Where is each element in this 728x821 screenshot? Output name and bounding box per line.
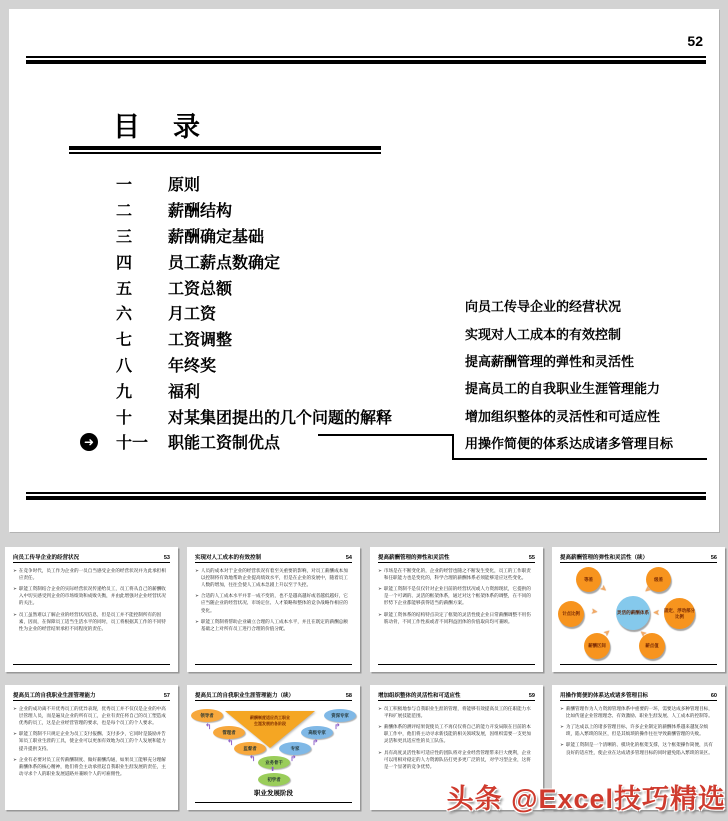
toc-item-label: 原则 [168,177,201,195]
toc-item-label: 薪酬确定基础 [168,228,265,246]
toc-item [116,248,456,274]
header-divider [26,56,706,64]
thumb-bullet: ➢ 职能工资制是一个清晰的、模块化的框架支撑，这个框架操作简便，具有良好的适应性，使企业在达成诸多管理目标的同时避免陷入繁琐的误区。 [560,742,713,755]
up-arrow-icon: ⬆ [270,767,276,773]
triangle-bullet-icon: ➢ [378,611,382,617]
thumb-title-rule [560,562,717,563]
toc-item-number: 一 [116,177,133,195]
triangle-bullet-icon: ➢ [13,568,17,573]
slide-thumbnail-54 [187,547,360,672]
thumb-title-rule [378,700,535,701]
thumb-footer-rule [378,664,535,665]
diagram-node: 固定、浮动部分比例 [664,598,695,629]
thumb-bullet: ➢ 薪酬体系的测评结果促使员工不再仅仅将自己的能力开发局限在目前的本职工作中，他们将主动寻求新技能的相关领域发展，因组织需要一支更加灵活和更具适应性的员工队伍。 [378,724,531,744]
title-underline [69,146,381,154]
thumb-bullet: ➢ 为了达成以上的诸多管理目标，许多企业制定的薪酬体系越来越复杂烦琐，陷入繁琐的误区，但是其烦琐的操作往往导致薪酬管理的失败。 [560,724,709,737]
arrow-icon: ➤ [642,583,654,595]
slide-thumbnail-56 [552,547,725,672]
arrow-icon: ➤ [601,627,613,639]
toc-item-label: 薪酬结构 [168,203,233,221]
toc-item-number: 八 [116,357,133,375]
toc-item-label: 员工薪点数确定 [168,254,281,272]
thumb-footer-rule [195,802,352,803]
thumb-page-number: 57 [163,693,170,699]
triangle-caption: 薪酬制度适应员工职业 生涯发展的各阶段 [250,715,290,726]
thumb-bullet: ➢ 市场是在不断变化的，企业的经营也随之不断发生变化，员工的工作职责和任职能力也是变化的，科学合理的薪酬体系必须能够适应这些变化。 [378,568,531,581]
curve-arrow-icon: ↱ [312,738,319,747]
career-node: 业务骨干 [258,756,290,769]
thumb-title-rule [378,562,535,563]
main-slide [9,9,719,532]
slide-page-number: 52 [687,33,703,49]
arrow-icon: ➤ [590,606,599,617]
thumb-bullet: ➢ 具有高度灵活性和可适应性的团队将对企业经营管理带来巨大便利，企业可以用相对稳定的人力资源队伍打更多更广泛的仗，对学习型企业，这将是一个显著的竞争优势。 [378,749,531,769]
triangle-bullet-icon: ➢ [195,618,199,624]
triangle-bullet-icon: ➢ [560,742,564,748]
triangle-bullet-icon: ➢ [560,724,564,730]
toc-item-number: 四 [116,254,133,272]
page-title: 目 录 [113,112,203,142]
toc-item-number: 九 [116,383,133,401]
triangle-bullet-icon: ➢ [560,706,564,711]
thumb-bullet: ➢ 员工虽然难以了解企业的经营状况信息，但是员工并不能控制所有的因素，因而，在保障员工适当生活水平的同时，员工将根据其工作的不同特性为企业的经营结果承担不同程度的责任。 [13,611,166,631]
benefits-list [465,292,673,456]
triangle-bullet-icon: ➢ [13,706,17,711]
thumb-title: 实现对人工成本的有效控制 [195,555,262,561]
thumb-title-rule [560,700,717,701]
diagram-center-node: 灵活的薪酬体系 [616,596,650,630]
toc-item-label: 福利 [168,383,201,401]
thumb-page-number: 55 [528,555,535,561]
triangle-bullet-icon: ➢ [378,724,382,730]
thumb-bullet: ➢ 薪酬管理作为人力资源管理体系中重要的一环，需要达成多种管理目标，比如传递企业管理理念、有效激励、职业生涯发展、人工成本的控制等。 [560,706,713,719]
toc-item-current [116,429,456,455]
career-node: 监督者 [234,742,266,755]
benefit-item: 向员工传导企业的经营状况 [465,299,622,315]
thumb-title: 用操作简便的体系达成诸多管理目标 [560,693,649,699]
toc-item [116,377,456,403]
toc-item-number: 十 [116,409,133,427]
toc-item-number: 二 [116,203,133,221]
thumb-title: 提高薪酬管理的弹性和灵活性 [378,555,450,561]
triangle-bullet-icon: ➢ [195,593,199,599]
toc-item-number: 七 [116,332,133,350]
toc-item-label: 对某集团提出的几个问题的解释 [168,409,393,427]
benefit-item: 增加组织整体的灵活性和可适应性 [465,408,661,424]
benefit-item: 提高员工的自我职业生涯管理能力 [465,381,661,397]
arrow-icon: ➤ [637,627,649,639]
slide-thumbnail-53 [5,547,178,672]
thumb-title: 向员工传导企业的经营状况 [13,555,80,561]
career-node: 专家 [279,742,311,755]
current-item-arrow-icon: ➜ [80,433,98,451]
benefit-item: 实现对人工成本的有效控制 [465,326,622,342]
curve-arrow-icon: ↱ [290,754,297,763]
toc-item [116,352,456,378]
toc-item-number: 三 [116,228,133,246]
thumb-page-number: 56 [710,555,717,561]
toc-item [116,171,456,197]
diagram-node: 薪点值 [639,633,665,659]
connector-line [452,458,707,460]
career-node: 初学者 [258,773,290,786]
thumb-page-number: 58 [345,693,352,699]
career-node: 高级专家 [301,726,333,739]
triangle-bullet-icon: ➢ [378,706,382,711]
career-node: 资深专家 [324,709,356,722]
arrow-icon: ➤ [653,608,660,617]
thumb-page-number: 59 [528,693,535,699]
connector-line [318,434,452,436]
thumb-page-number: 54 [345,555,352,561]
watermark-text: 头条 @Excel技巧精选 [446,784,726,814]
curve-arrow-icon: ↰ [249,754,256,763]
career-node: 领导者 [191,709,223,722]
thumb-title-rule [195,562,352,563]
curve-arrow-icon: ↰ [205,722,212,731]
thumb-footer-rule [195,664,352,665]
toc-item-label: 年终奖 [168,357,217,375]
thumb-title-rule [13,562,170,563]
triangle-bullet-icon: ➢ [378,568,382,573]
benefit-item: 提高薪酬管理的弹性和灵活性 [465,353,635,369]
thumb-bullet: ➢ 企业的成功离不开优秀员工的优异表现，优秀员工并不仅仅是企业的中高层管理人员，而是遍及企业的所有员工，企业有责任将自己的员工塑造成优秀的员工，这是企业经营管理的要求，也是每个员工的个人要求。 [13,706,166,726]
thumb-bullet: ➢ 员工积极地参与自我职业生涯的管理，将能够有效提高员工的任职能力水平和扩展技能范围。 [378,706,531,719]
toc-item-label: 职能工资制优点 [168,435,281,453]
triangle-bullet-icon: ➢ [13,731,17,737]
slide-thumbnail-55 [370,547,543,672]
toc-item-number: 十一 [116,435,149,453]
footer-divider [26,492,706,500]
triangle-bullet-icon: ➢ [378,749,382,755]
toc-item-number: 五 [116,280,133,298]
diagram-node: 等差 [576,567,601,592]
thumb-title: 提高薪酬管理的弹性和灵活性（续） [560,555,649,561]
toc-item-label: 工资调整 [168,332,233,350]
diagram-node: 计点比例 [558,601,584,627]
thumb-bullet: ➢ 职能工资体系的结构特点决定了框架的灵活性使企业日常薪酬调整不用伤筋动骨，不同工作性质或者不同利益团体的价值取向均可兼顾。 [378,611,531,624]
toc-item [116,223,456,249]
toc-item [116,326,456,352]
curve-arrow-icon: ↰ [227,738,234,747]
toc-item [116,274,456,300]
thumb-title-rule [13,700,170,701]
thumb-title: 增加组织整体的灵活性和可适应性 [378,693,461,699]
thumb-bullet: ➢ 职能工资制将帮助企业确立合理的人工成本水平，并且在既定的薪酬总额基础之上对所有员工进行合理的价值分配。 [195,618,348,631]
thumb-page-number: 60 [710,693,717,699]
thumb-title: 提高员工的自我职业生涯管理能力（续） [195,693,295,699]
diagram-node: 薪酬区间 [584,633,610,659]
toc-item-number: 六 [116,306,133,324]
thumb-title: 提高员工的自我职业生涯管理能力 [13,693,96,699]
toc-item [116,197,456,223]
diagram-caption: 职业发展阶段 [254,790,293,797]
triangle-bullet-icon: ➢ [13,586,17,592]
triangle-bullet-icon: ➢ [13,611,17,617]
thumb-bullet: ➢ 职能工资制不是仅仅针对企业目前的经营状况或人力资源现状，它提供的是一个可调的、灵活的框架体系，通过对这个框架体系的调整，在不同的形势下企业都能够获得适当的薪酬方案。 [378,586,531,606]
thumb-bullet: ➢ 企业有必要对员工宣传薪酬制度、做好薪酬沟通，如果员工能够充分理解薪酬体系的核心精神，他们将会主动承担起自我职业生涯发展的责任，主动寻求个人的职业发展道路并兼顾个人的可雇佣性。 [13,756,166,776]
curve-arrow-icon: ↱ [334,722,341,731]
thumb-page-number: 53 [163,555,170,561]
triangle-bullet-icon: ➢ [378,586,382,592]
thumb-footer-rule [13,664,170,665]
thumb-bullet: ➢ 职能工资制结合企业的实际经营状况传递给员工，员工将从自己的薪酬收入中切实感受到企业的市场绩效和成败失衡，并由此增强对企业经营状况的关注。 [13,586,166,606]
toc-item [116,403,456,429]
slide-thumbnail-58 [187,685,360,810]
slide-thumbnail-57 [5,685,178,810]
thumb-footer-rule [560,664,717,665]
toc-item-label: 月工资 [168,306,217,324]
thumb-bullet: ➢ 职能工资制不只规定企业为员工支付报酬、支付多少，它同时是鼓励并告知员工职业生涯的工具，使企业可以更加有效地为员工的个人发展和能力提升提供支持。 [13,731,166,751]
career-node: 管理者 [213,726,245,739]
thumb-bullet: ➢ 合适的人工成本水平并非一成不变的，也不是越高越好或者越低越好，它应当随企业的经营状况、市场定位、人才策略和整体的竞争战略作相应的变化。 [195,593,348,613]
arrow-icon: ➤ [598,583,610,595]
triangle-bullet-icon: ➢ [195,568,199,573]
toc-item-label: 工资总额 [168,280,233,298]
thumb-title-rule [195,700,352,701]
connector-line [452,434,454,460]
toc-item [116,300,456,326]
thumb-bullet: ➢ 人员的成本对于企业的经营状况有着至关重要的影响，对员工薪酬成本加以控制将有效地帮助企业提高绩效水平，但是在企业的发展中，随着员工人数的增加，往往会使人工成本急剧上升以至于失控。 [195,568,348,588]
thumb-bullet: ➢ 在竞争时代，员工作为企业的一员自当感受企业的经营状况并为此承担相应责任。 [13,568,166,581]
table-of-contents [116,171,456,455]
diagram-node: 级差 [646,567,671,592]
triangle-bullet-icon: ➢ [13,756,17,762]
benefit-item: 用操作简便的体系达成诸多管理目标 [465,436,674,452]
